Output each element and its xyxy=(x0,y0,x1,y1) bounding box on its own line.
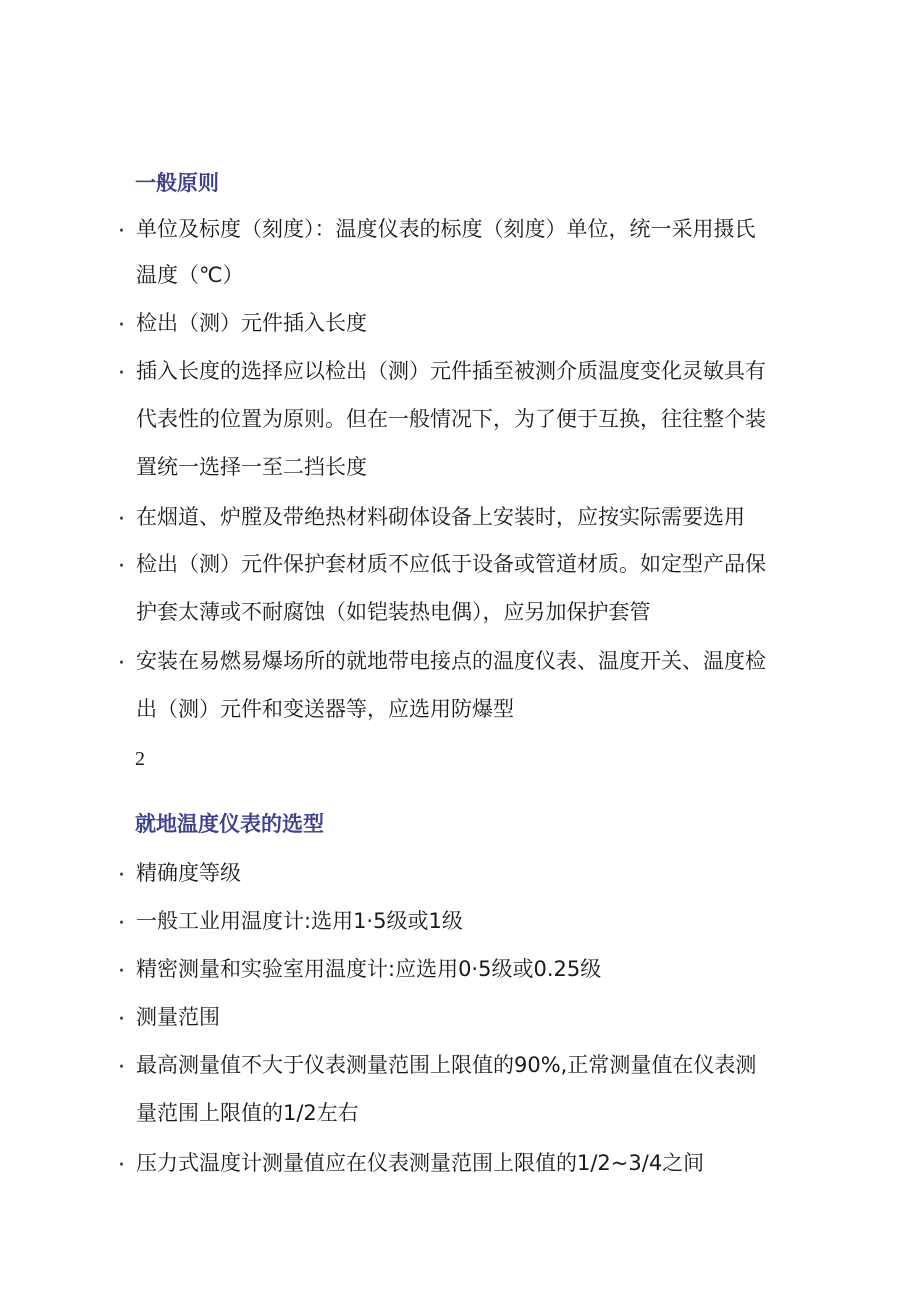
list-item-line: 护套太薄或不耐腐蚀（如铠装热电偶），应另加保护套管 xyxy=(136,600,651,624)
list-item-line: 精密测量和实验室用温度计:应选用0·5级或0.25级 xyxy=(136,957,602,981)
bullet-marker: · xyxy=(118,219,125,244)
list-item-line: 精确度等级 xyxy=(136,861,241,885)
list-item-line: 量范围上限值的1/2左右 xyxy=(136,1101,359,1125)
list-item-line: 置统一选择一至二挡长度 xyxy=(136,455,367,479)
list-item-line: 插入长度的选择应以检出（测）元件插至被测介质温度变化灵敏具有 xyxy=(136,359,766,383)
list-item-line: 出（测）元件和变送器等，应选用防爆型 xyxy=(136,697,514,721)
list-item-line: 温度（℃） xyxy=(136,263,244,287)
list-item-line: 一般工业用温度计:选用1·5级或1级 xyxy=(136,909,463,933)
section-heading-local-temperature-instrument-selection: 就地温度仪表的选型 xyxy=(135,812,324,836)
list-item-line: 安装在易燃易爆场所的就地带电接点的温度仪表、温度开关、温度检 xyxy=(136,649,766,673)
bullet-marker: · xyxy=(118,1055,125,1080)
bullet-marker: · xyxy=(118,313,125,338)
page-number: 2 xyxy=(135,748,145,770)
bullet-marker: · xyxy=(118,1007,125,1032)
bullet-marker: · xyxy=(118,361,125,386)
bullet-marker: · xyxy=(118,863,125,888)
list-item-line: 测量范围 xyxy=(136,1005,220,1029)
list-item-line: 最高测量值不大于仪表测量范围上限值的90%,正常测量值在仪表测 xyxy=(136,1053,757,1077)
bullet-marker: · xyxy=(118,554,125,579)
list-item-line: 检出（测）元件插入长度 xyxy=(136,311,367,335)
list-item-line: 压力式温度计测量值应在仪表测量范围上限值的1/2~3/4之间 xyxy=(136,1151,705,1175)
bullet-marker: · xyxy=(118,507,125,532)
list-item-line: 在烟道、炉膛及带绝热材料砌体设备上安装时，应按实际需要选用 xyxy=(136,505,745,529)
bullet-marker: · xyxy=(118,959,125,984)
list-item-line: 代表性的位置为原则。但在一般情况下，为了便于互换，往往整个装 xyxy=(136,407,766,431)
bullet-marker: · xyxy=(118,911,125,936)
bullet-marker: · xyxy=(118,651,125,676)
bullet-marker: · xyxy=(118,1153,125,1178)
list-item-line: 单位及标度（刻度）：温度仪表的标度（刻度）单位，统一采用摄氏 xyxy=(136,217,756,241)
list-item-line: 检出（测）元件保护套材质不应低于设备或管道材质。如定型产品保 xyxy=(136,552,766,576)
section-heading-general-principles: 一般原则 xyxy=(135,171,219,195)
